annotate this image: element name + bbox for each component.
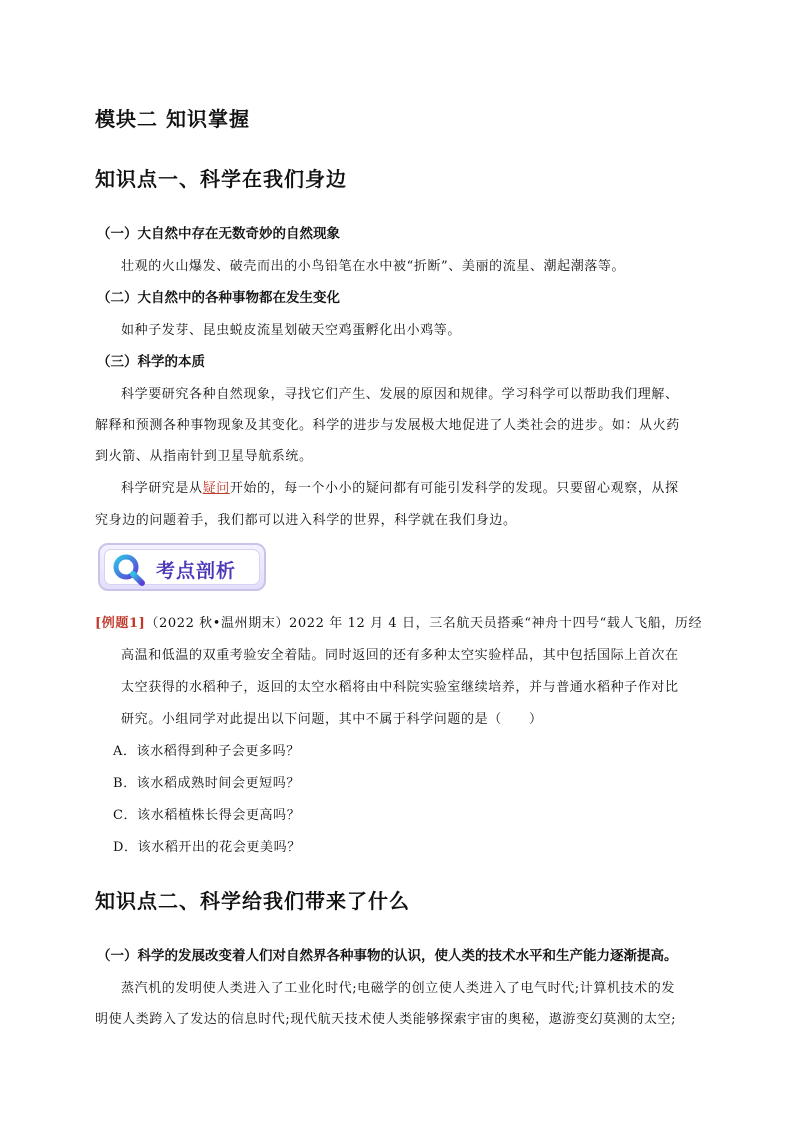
knowledge-point-2-title: 知识点二、科学给我们带来了什么 [95,889,410,913]
kp2-section-1-line-2: 明使人类跨入了发达的信息时代;现代航天技术使人类能够探索宇宙的奥秘，遨游变幻莫测的太空; [95,1012,677,1027]
kp1-section-3-para2-line1 [121,477,679,496]
highlighted-term: 疑问 [202,481,230,496]
para2-text-b: 开始的，每一个小小的疑问都有可能引发科学的发现。只要留心观察，从探 [229,481,679,496]
option-a: A．该水稻得到种子会更多吗？ [113,744,300,759]
example-1-line-2: 高温和低温的双重考验安全着陆。同时返回的还有多种太空实验样品，其中包括国际上首次在 [121,648,679,663]
kp1-section-1-body: 壮观的火山爆发、破壳而出的小鸟铅笔在水中被“折断”、美丽的流星、潮起潮落等。 [121,259,626,274]
example-1-line-1 [95,612,702,631]
exam-analysis-badge [98,543,266,591]
example-line-1-text: （2022 秋•温州期末）2022 年 12 月 4 日，三名航天员搭乘“神舟十四号“载人飞船，历经 [145,616,703,631]
example-1-line-3: 太空获得的水稻种子，返回的太空水稻将由中科院实验室继续培养，并与普通水稻种子作对比 [121,680,679,695]
option-d: D．该水稻开出的花会更美吗？ [113,840,301,855]
option-c: C．该水稻植株长得会更高吗？ [113,808,301,823]
kp2-section-1-title: （一）科学的发展改变着人们对自然界各种事物的认识，使人类的技术水平和生产能力逐渐提高。 [97,948,678,964]
example-tag: [例题1] [95,616,146,631]
knowledge-point-1-title: 知识点一、科学在我们身边 [95,167,347,191]
para2-text-a: 科学研究是从 [121,481,203,496]
kp1-section-3-para2-line2: 究身边的问题着手，我们都可以进入科学的世界，科学就在我们身边。 [95,513,517,528]
kp2-section-1-line-1: 蒸汽机的发明使人类进入了工业化时代;电磁学的创立使人类进入了电气时代;计算机技术的发 [121,981,675,996]
kp1-section-3-para1-line2: 解释和预测各种事物现象及其变化。科学的进步与发展极大地促进了人类社会的进步。如：从火药 [95,418,680,433]
badge-label: 考点剖析 [156,560,237,582]
kp1-section-3-para1-line3: 到火箭、从指南针到卫星导航系统。 [95,449,313,464]
module-title: 模块二 知识掌握 [95,107,250,131]
kp1-section-3-para1-line1: 科学要研究各种自然现象，寻找它们产生、发展的原因和规律。学习科学可以帮助我们理解、 [121,387,679,402]
example-1-line-4: 研究。小组同学对此提出以下问题，其中不属于科学问题的是（ ） [121,712,543,727]
kp1-section-1-title: （一）大自然中存在无数奇妙的自然现象 [97,226,340,242]
kp1-section-2-body: 如种子发芽、昆虫蜕皮流星划破天空鸡蛋孵化出小鸡等。 [121,323,462,338]
option-b: B．该水稻成熟时间会更短吗？ [113,776,300,791]
kp1-section-3-title: （三）科学的本质 [97,354,205,370]
kp1-section-2-title: （二）大自然中的各种事物都在发生变化 [97,290,340,306]
search-icon [112,553,146,587]
